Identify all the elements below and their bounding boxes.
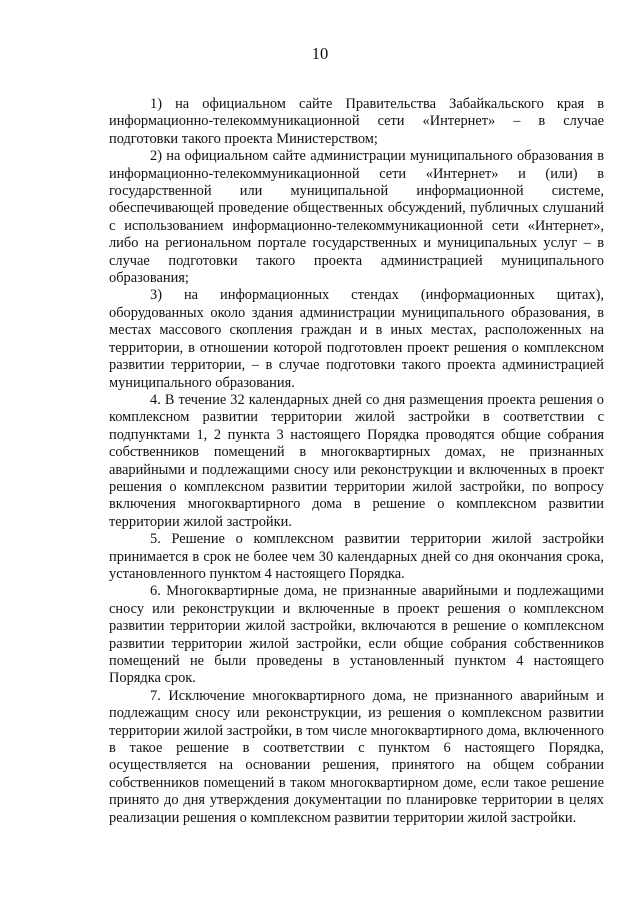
paragraph-subitem-2: 2) на официальном сайте администрации муниципального образования в информационно-телекоммуникационной сети «Интернет» и (или) в государственной или муниципальной информационной системе, обеспечивающей проведение общественных обсуждений, публичных слушаний с использованием информационно-телекоммуникационной сети «Интернет», либо на региональном портале государственных и муниципальных услуг – в случае подготовки такого проекта администрацией муниципального образования;	[109, 148, 604, 287]
paragraph-subitem-3: 3) на информационных стендах (информационных щитах), оборудованных около здания администрации муниципального образования, в местах массового скопления граждан и в иных местах, расположенных на территории, в отношении которой подготовлен проект решения о комплексном развитии территории, – в случае подготовки такого проекта администрацией муниципального образования.	[109, 287, 604, 391]
paragraph-item-5: 5. Решение о комплексном развитии территории жилой застройки принимается в срок не более чем 30 календарных дней со дня окончания срока, установленного пунктом 4 настоящего Порядка.	[109, 531, 604, 582]
paragraph-item-4: 4. В течение 32 календарных дней со дня размещения проекта решения о комплексном развитии территории жилой застройки в соответствии с подпунктами 1, 2 пункта 3 настоящего Порядка проводятся общие собрания собственников помещений в многоквартирных домах, не признанных аварийными и подлежащими сносу или реконструкции и включенных в проект решения о комплексном развитии территории жилой застройки, по вопросу включения многоквартирного дома в решение о комплексном развитии территории жилой застройки.	[109, 391, 604, 530]
paragraph-item-6: 6. Многоквартирные дома, не признанные аварийными и подлежащими сносу или реконструкции и включенные в проект решения о комплексном развитии территории жилой застройки, включаются в решение о комплексном развитии территории жилой застройки, если общие собрания собственников помещений не были проведены в установленный пунктом 4 настоящего Порядка срок.	[109, 583, 604, 687]
paragraph-subitem-1: 1) на официальном сайте Правительства Забайкальского края в информационно-телекоммуникационной сети «Интернет» – в случае подготовки такого проекта Министерством;	[109, 96, 604, 147]
page-number: 10	[311, 44, 329, 63]
paragraph-item-7: 7. Исключение многоквартирного дома, не признанного аварийным и подлежащим сносу или реконструкции, из решения о комплексном развитии территории жилой застройки, в том числе многоквартирного дома, включенного в такое решение в соответствии с пунктом 6 настоящего Порядка, осуществляется на основании решения, принятого на общем собрании собственников помещений в таком многоквартирном доме, если такое решение принято до дня утверждения документации по планировке территории в целях реализации решения о комплексном развитии территории жилой застройки.	[109, 687, 604, 826]
document-body	[109, 96, 604, 827]
